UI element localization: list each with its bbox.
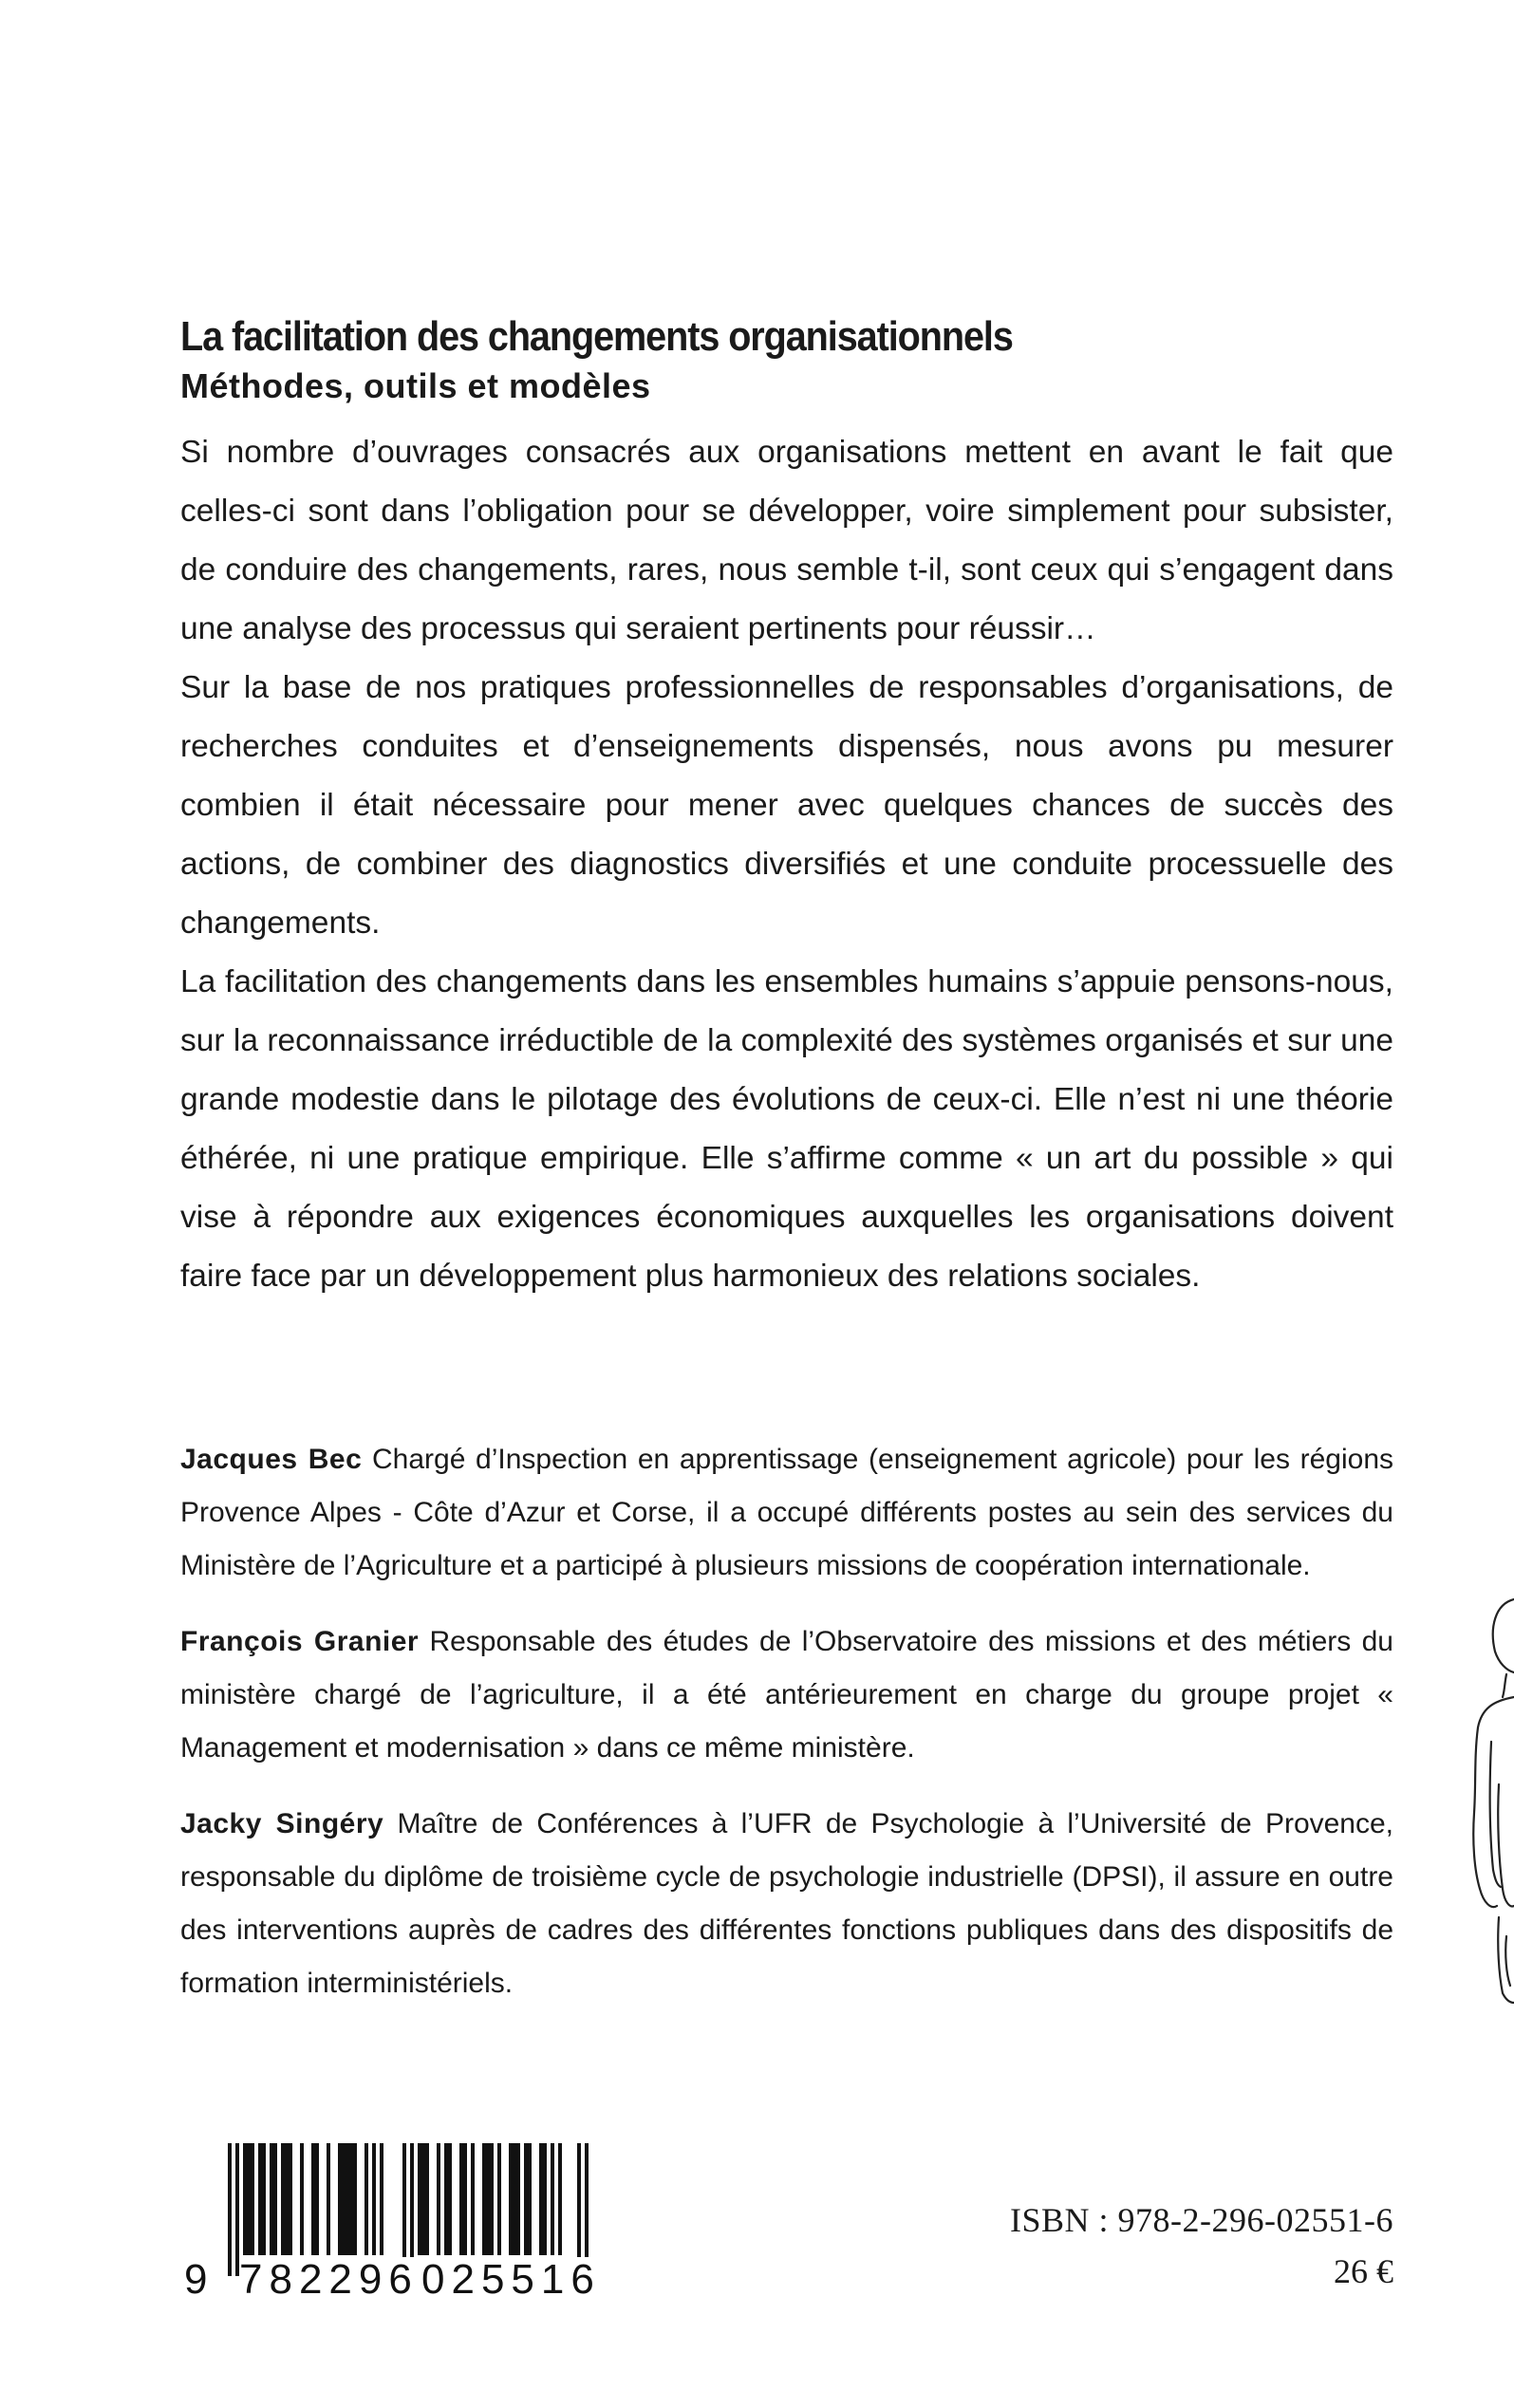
author-bio xyxy=(180,1615,1393,1775)
barcode-bar xyxy=(364,2143,368,2255)
barcode-bar xyxy=(270,2143,273,2255)
barcode-bar xyxy=(380,2143,383,2255)
summary-paragraph: Si nombre d’ouvrages consacrés aux organisations mettent en avant le fait que celles-ci sont dans l’obligation pour se développer, voire simplement pour subsister, de conduire des changements, rares, nous semble t-il, sont ceux qui s’engagent dans une analyse des processus qui seraient pertinents pour réussir… xyxy=(180,435,1393,646)
barcode-bar xyxy=(349,2143,353,2255)
barcode-bar xyxy=(346,2143,349,2255)
barcode-bar xyxy=(311,2143,315,2255)
author-bios xyxy=(180,1433,1393,2033)
barcode-bar xyxy=(262,2143,266,2255)
barcode-bar xyxy=(459,2143,463,2255)
barcode-bar xyxy=(315,2143,319,2255)
barcode-bar xyxy=(353,2143,357,2255)
barcode-bar xyxy=(551,2143,554,2255)
barcode-bar xyxy=(490,2143,494,2255)
author-name: François Granier xyxy=(180,1626,420,1657)
barcode-bar xyxy=(421,2143,425,2255)
barcode-bar xyxy=(558,2143,562,2255)
book-subtitle: Méthodes, outils et modèles xyxy=(180,366,651,405)
barcode-bar xyxy=(338,2143,342,2255)
price: 26 € xyxy=(1334,2252,1393,2290)
barcode-bar xyxy=(448,2143,452,2255)
barcode-bar xyxy=(247,2143,251,2255)
isbn: ISBN : 978-2-296-02551-6 xyxy=(1010,2201,1393,2239)
barcode-bar xyxy=(486,2143,490,2255)
barcode-bar xyxy=(539,2143,543,2255)
barcode-bar xyxy=(437,2143,440,2255)
barcode-bar xyxy=(509,2143,513,2255)
barcode-bar xyxy=(251,2143,254,2255)
summary-paragraph: Sur la base de nos pratiques professionnelles de responsables d’organisations, de recherches conduites et d’enseignements dispensés, nous avons pu mesurer combien il était nécessaire pour mener avec quelques chances de succès des actions, de combiner des diagnostics diversifiés et une conduite processuelle des changements. xyxy=(180,670,1393,941)
barcode-bar xyxy=(285,2143,289,2255)
barcode-bar xyxy=(471,2143,475,2255)
barcode-bar xyxy=(342,2143,346,2255)
barcode-bar xyxy=(528,2143,532,2255)
barcode-bar xyxy=(289,2143,292,2255)
barcode-bar xyxy=(300,2143,304,2255)
barcode-bar xyxy=(418,2143,421,2255)
barcode-digits xyxy=(184,2256,609,2305)
barcode xyxy=(184,2143,609,2303)
person-illustration xyxy=(1448,1576,1514,2012)
author-bio-text: Maître de Conférences à l’UFR de Psychologie à l’Université de Provence, responsable du diplôme de troisième cycle de psychologie industrielle (DPSI), il assure en outre des interventions auprès de cadres des différentes fonctions publiques dans des dispositifs de formation interministériels. xyxy=(180,1808,1394,1999)
author-name: Jacky Singéry xyxy=(180,1808,384,1839)
barcode-bar xyxy=(327,2143,330,2255)
book-summary xyxy=(180,423,1393,1306)
barcode-bar xyxy=(273,2143,277,2255)
barcode-bar xyxy=(482,2143,486,2255)
barcode-bar xyxy=(444,2143,448,2255)
barcode-bar xyxy=(497,2143,501,2255)
author-bio xyxy=(180,1798,1393,2010)
author-name: Jacques Bec xyxy=(180,1444,363,1475)
book-title: La facilitation des changements organisationnels xyxy=(180,313,1013,360)
author-bio-text: Responsable des études de l’Observatoire des missions et des métiers du ministère chargé de l’agriculture, il a été antérieurement en charge du groupe projet « Management et modernisation » dans ce même ministère. xyxy=(180,1626,1393,1764)
barcode-bar xyxy=(516,2143,520,2255)
barcode-group-left: 782296 xyxy=(239,2256,419,2303)
barcode-bar xyxy=(543,2143,547,2255)
barcode-bar xyxy=(513,2143,516,2255)
barcode-first-digit: 9 xyxy=(184,2256,208,2303)
author-bio-text: Chargé d’Inspection en apprentissage (enseignement agricole) pour les régions Provence Alpes - Côte d’Azur et Corse, il a occupé différents postes au sein des services du Ministère de l’Agriculture et a participé à plusieurs missions de coopération internationale. xyxy=(180,1444,1394,1581)
barcode-bar xyxy=(463,2143,467,2255)
barcode-bar xyxy=(228,2143,232,2276)
barcode-bar xyxy=(281,2143,285,2255)
barcode-bar xyxy=(425,2143,429,2255)
barcode-bar xyxy=(524,2143,528,2255)
author-bio xyxy=(180,1433,1393,1593)
summary-paragraph: La facilitation des changements dans les ensembles humains s’appuie pensons-nous, sur la reconnaissance irréductible de la complexité des systèmes organisés et sur une grande modestie dans le pilotage des évolutions de ceux-ci. Elle n’est ni une théorie éthérée, ni une pratique empirique. Elle s’affirme comme « un art du possible » qui vise à répondre aux exigences économiques auxquelles les organisations doivent faire face par un développement plus harmonieux des relations sociales. xyxy=(180,964,1393,1294)
barcode-bar xyxy=(243,2143,247,2255)
barcode-bar xyxy=(372,2143,376,2255)
barcode-bar xyxy=(258,2143,262,2255)
barcode-group-right: 025516 xyxy=(421,2256,601,2303)
